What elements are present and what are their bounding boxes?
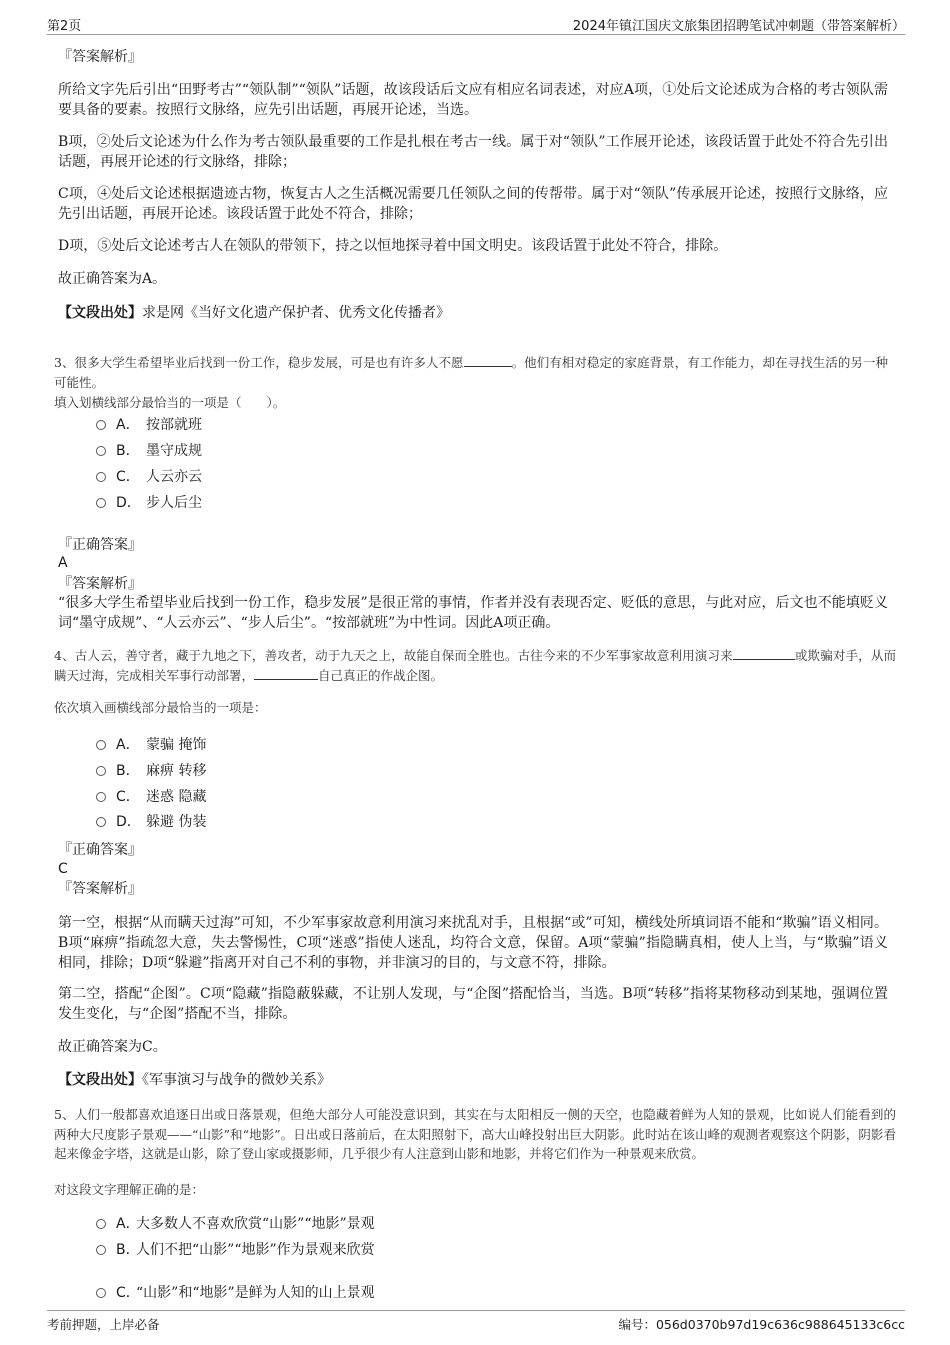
- q4-blank-1: [733, 647, 795, 660]
- q2-source-label: 【文段出处】: [58, 305, 142, 321]
- page-header: [47, 12, 905, 35]
- q3-stem: [54, 353, 888, 392]
- q3-correct-label: 『正确答案』: [58, 537, 142, 553]
- q2-source: [58, 303, 888, 323]
- option-text: “山影”和“地影”是鲜为人知的山上景观: [136, 1285, 375, 1301]
- q4-analysis-p2: 第二空，搭配“企图”。C项“隐藏”指隐蔽躲藏，不让别人发现，与“企图”搭配恰当，当选。B项“转移”指将某物移动到某地，强调位置发生变化，与“企图”搭配不当，排除。: [58, 986, 888, 1022]
- q4-stem-part2: 或欺骗对手，从而瞒天过海，完成相关军事行动部署，: [54, 648, 896, 683]
- radio-icon[interactable]: [96, 1219, 106, 1229]
- option-text: 墨守成规: [146, 443, 202, 459]
- q3-stem-part1: 3、很多大学生希望毕业后找到一份工作，稳步发展，可是也有许多人不愿: [54, 355, 464, 370]
- option-text: 人云亦云: [146, 469, 202, 485]
- q4-blank-2: [254, 667, 318, 680]
- q3-option-b[interactable]: [96, 442, 202, 460]
- radio-icon[interactable]: [96, 740, 106, 750]
- q3-instruction: 填入划横线部分最恰当的一项是（ ）。: [54, 395, 286, 410]
- option-letter: C．: [116, 469, 140, 485]
- option-text: 步人后尘: [146, 495, 202, 511]
- radio-icon[interactable]: [96, 1245, 106, 1255]
- q4-stem: [54, 646, 896, 685]
- q3-analysis: “很多大学生希望毕业后找到一份工作，稳步发展”是很正常的事情，作者并没有表现否定、贬低的意思，与此对应，后文也不能填贬义词“墨守成规”、“人云亦云”、“步人后尘”。“按部就班”为中性词。因此A项正确。: [58, 595, 888, 631]
- radio-icon[interactable]: [96, 766, 106, 776]
- option-text: 大多数人不喜欢欣赏“山影”“地影”景观: [136, 1216, 375, 1232]
- q3-option-a[interactable]: [96, 416, 202, 434]
- footer-slogan: 考前押题，上岸必备: [47, 1317, 160, 1332]
- option-text: 麻痹 转移: [146, 763, 207, 779]
- q2-analysis-p2: B项，②处后文论述为什么作为考古领队最重要的工作是扎根在考古一线。属于对“领队”工作展开论述，该段话置于此处不符合先引出话题，再展开论述的行文脉络，排除；: [58, 134, 888, 170]
- document-title: 2024年镇江国庆文旅集团招聘笔试冲刺题（带答案解析）: [572, 19, 905, 34]
- option-letter: B．: [116, 763, 140, 779]
- q4-correct-label: 『正确答案』: [58, 842, 142, 858]
- q4-source: [58, 1070, 888, 1090]
- q4-analysis-p1: 第一空，根据“从而瞒天过海”可知，不少军事家故意利用演习来扰乱对手，且根据“或”可知，横线处所填词语不能和“欺骗”语义相同。B项“麻痹”指疏忽大意，失去警惕性，C项“迷惑”指使人迷乱，均符合文意，保留。A项“蒙骗”指隐瞒真相，使人上当，与“欺骗”语义相同，排除；D项“躲避”指离开对自己不利的事物，并非演习的目的，与文意不符，排除。: [58, 915, 888, 971]
- q4-stem-part1: 4、古人云，善守者，藏于九地之下，善攻者，动于九天之上，故能自保而全胜也。古往今来的不少军事家故意利用演习来: [54, 648, 733, 663]
- q3-option-d[interactable]: [96, 494, 202, 512]
- option-letter: C．: [116, 1285, 140, 1301]
- page-number: 第2页: [47, 19, 82, 34]
- q3-option-c[interactable]: [96, 468, 202, 486]
- radio-icon[interactable]: [96, 817, 106, 827]
- q5-instruction: 对这段文字理解正确的是：: [54, 1182, 205, 1197]
- option-letter: B．: [116, 1242, 140, 1258]
- option-letter: A．: [116, 417, 140, 433]
- radio-icon[interactable]: [96, 1288, 106, 1298]
- q5-option-a[interactable]: [96, 1215, 375, 1233]
- q5-option-b[interactable]: [96, 1241, 375, 1259]
- q2-analysis-p1: 所给文字先后引出“田野考古”“领队制”“领队”话题，故该段话后文应有相应名词表述，对应A项，①处后文论述成为合格的考古领队需要具备的要素。按照行文脉络，应先引出话题，再展开论述，当选。: [58, 82, 888, 118]
- radio-icon[interactable]: [96, 446, 106, 456]
- option-text: 躲避 伪装: [146, 814, 207, 830]
- radio-icon[interactable]: [96, 420, 106, 430]
- q4-option-c[interactable]: [96, 788, 206, 806]
- q5-option-c[interactable]: [96, 1284, 375, 1302]
- q4-instruction: 依次填入画横线部分最恰当的一项是：: [54, 700, 267, 715]
- q4-source-label: 【文段出处】: [58, 1072, 142, 1088]
- option-text: 蒙骗 掩饰: [146, 737, 207, 753]
- option-letter: A．: [116, 1216, 140, 1232]
- option-letter: D．: [116, 814, 141, 830]
- q4-stem-part3: 自己真正的作战企图。: [318, 667, 444, 683]
- q3-analysis-label: 『答案解析』: [58, 576, 142, 592]
- q3-stem-part2: 。他们有相对稳定的家庭背景，有工作能力，却在寻找生活的另一种可能性。: [54, 355, 888, 390]
- q4-correct-answer: C: [58, 861, 68, 877]
- document-id: 编号：056d0370b97d19c636c988645133c6cc: [618, 1317, 905, 1332]
- q3-correct-answer: A: [58, 555, 68, 571]
- q5-stem: 5、人们一般都喜欢追逐日出或日落景观，但绝大部分人可能没意识到，其实在与太阳相反一侧的天空，也隐藏着鲜为人知的景观，比如说人们能看到的两种大尺度影子景观——“山影”和“地影”。日出或日落前后，在太阳照射下，高大山峰投射出巨大阴影。此时站在该山峰的观测者观察这个阴影，阴影看起来像金字塔，这就是山影，除了登山家或摄影师，几乎很少有人注意到山影和地影，并将它们作为一种景观来欣赏。: [54, 1107, 896, 1161]
- option-letter: C．: [116, 789, 140, 805]
- option-text: 按部就班: [146, 417, 202, 433]
- option-letter: D．: [116, 495, 141, 511]
- q2-analysis-p4: D项，⑤处后文论述考古人在领队的带领下，持之以恒地探寻着中国文明史。该段话置于此处不符合，排除。: [58, 238, 728, 254]
- option-letter: B．: [116, 443, 140, 459]
- q2-analysis-p3: C项，④处后文论述根据遗迹古物，恢复古人之生活概况需要几任领队之间的传帮带。属于对“领队”传承展开论述，按照行文脉络，应先引出话题，再展开论述。该段话置于此处不符合，排除；: [58, 186, 888, 222]
- q4-source-text: 《军事演习与战争的微妙关系》: [142, 1072, 331, 1088]
- q4-analysis-p3: 故正确答案为C。: [58, 1039, 167, 1055]
- option-letter: A．: [116, 737, 140, 753]
- q2-analysis-p5: 故正确答案为A。: [58, 271, 167, 287]
- radio-icon[interactable]: [96, 472, 106, 482]
- q3-blank: [464, 354, 512, 367]
- option-text: 人们不把“山影”“地影”作为景观来欣赏: [136, 1242, 375, 1258]
- q2-source-text: 求是网《当好文化遗产保护者、优秀文化传播者》: [142, 305, 450, 321]
- q4-option-b[interactable]: [96, 762, 206, 780]
- option-text: 迷惑 隐藏: [146, 789, 207, 805]
- radio-icon[interactable]: [96, 792, 106, 802]
- page-footer: [47, 1310, 905, 1333]
- q2-analysis-label: 『答案解析』: [58, 49, 142, 65]
- q4-analysis-label: 『答案解析』: [58, 881, 142, 897]
- q4-option-a[interactable]: [96, 736, 206, 754]
- q4-option-d[interactable]: [96, 813, 206, 831]
- radio-icon[interactable]: [96, 498, 106, 508]
